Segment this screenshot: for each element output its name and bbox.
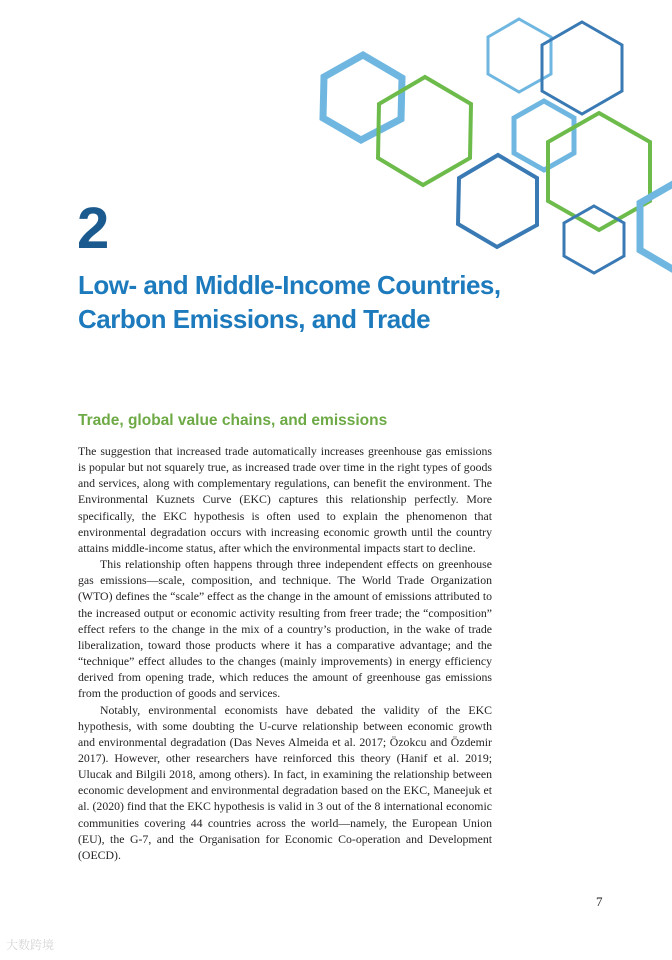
paragraph-2: This relationship often happens through three independent effects on greenhouse gas emissions—scale, composition, and technique. The World Trade Organization (WTO) defines the “scale” effect as the change in the amount of emissions attributed to the increased output or economic activity resulting from freer trade; the “composition” effect refers to the change in the mix of a country’s production, in the wake of trade liberalization, toward those products where it has a comparative advantage; and the “technique” effect alludes to the changes (mainly improvements) in energy efficiency derived from opening trade, which reduces the amount of greenhouse gas emissions from the production of goods and services. — [78, 557, 492, 701]
page-number: 7 — [596, 894, 603, 909]
section-heading: Trade, global value chains, and emissions — [78, 412, 388, 429]
hexagon-light-blue-middle — [514, 101, 574, 170]
chapter-title-line-1: Low- and Middle-Income Countries, — [78, 270, 501, 300]
hexagon-green-left — [378, 77, 471, 185]
chapter-title-line-2: Carbon Emissions, and Trade — [78, 304, 431, 334]
hexagon-dark-blue-top — [542, 22, 622, 114]
watermark: 大数跨境 — [6, 938, 55, 952]
paragraph-1: The suggestion that increased trade automatically increases greenhouse gas emissions is popular but not squarely true, as increased trade over time in the right types of goods and services, along with complementary regulations, can benefit the environment. The Environmental Kuznets Curve (EKC) captures this relationship perfectly. More specifically, the EKC hypothesis is often used to explain the phenomenon that environmental degradation occurs with increasing economic growth until the country attains middle-income status, after which the environmental impacts start to decline. — [78, 444, 492, 555]
chapter-title — [78, 268, 538, 336]
paragraph-3: Notably, environmental economists have debated the validity of the EKC hypothesis, with some doubting the U-curve relationship between economic growth and environmental degradation (Das Neves Almeida et al. 2017; Özokcu and Özdemir 2017). However, other researchers have reinforced this theory (Hanif et al. 2019; Ulucak and Bilgili 2018, among others). In fact, in examining the relationship between economic development and environmental degradation based on the EKC, Maneejuk et al. (2020) find that the EKC hypothesis is valid in 3 out of the 8 international economic communities covering 44 countries across the world—namely, the European Union (EU), the G-7, and the Organisation for Economic Co-operation and Development (OECD). — [78, 702, 492, 862]
body-text — [78, 443, 492, 863]
hexagon-light-blue-edge — [640, 180, 672, 273]
hexagon-dark-blue-middle — [458, 155, 537, 247]
chapter-number: 2 — [77, 196, 110, 261]
hexagon-green-right — [548, 113, 650, 230]
